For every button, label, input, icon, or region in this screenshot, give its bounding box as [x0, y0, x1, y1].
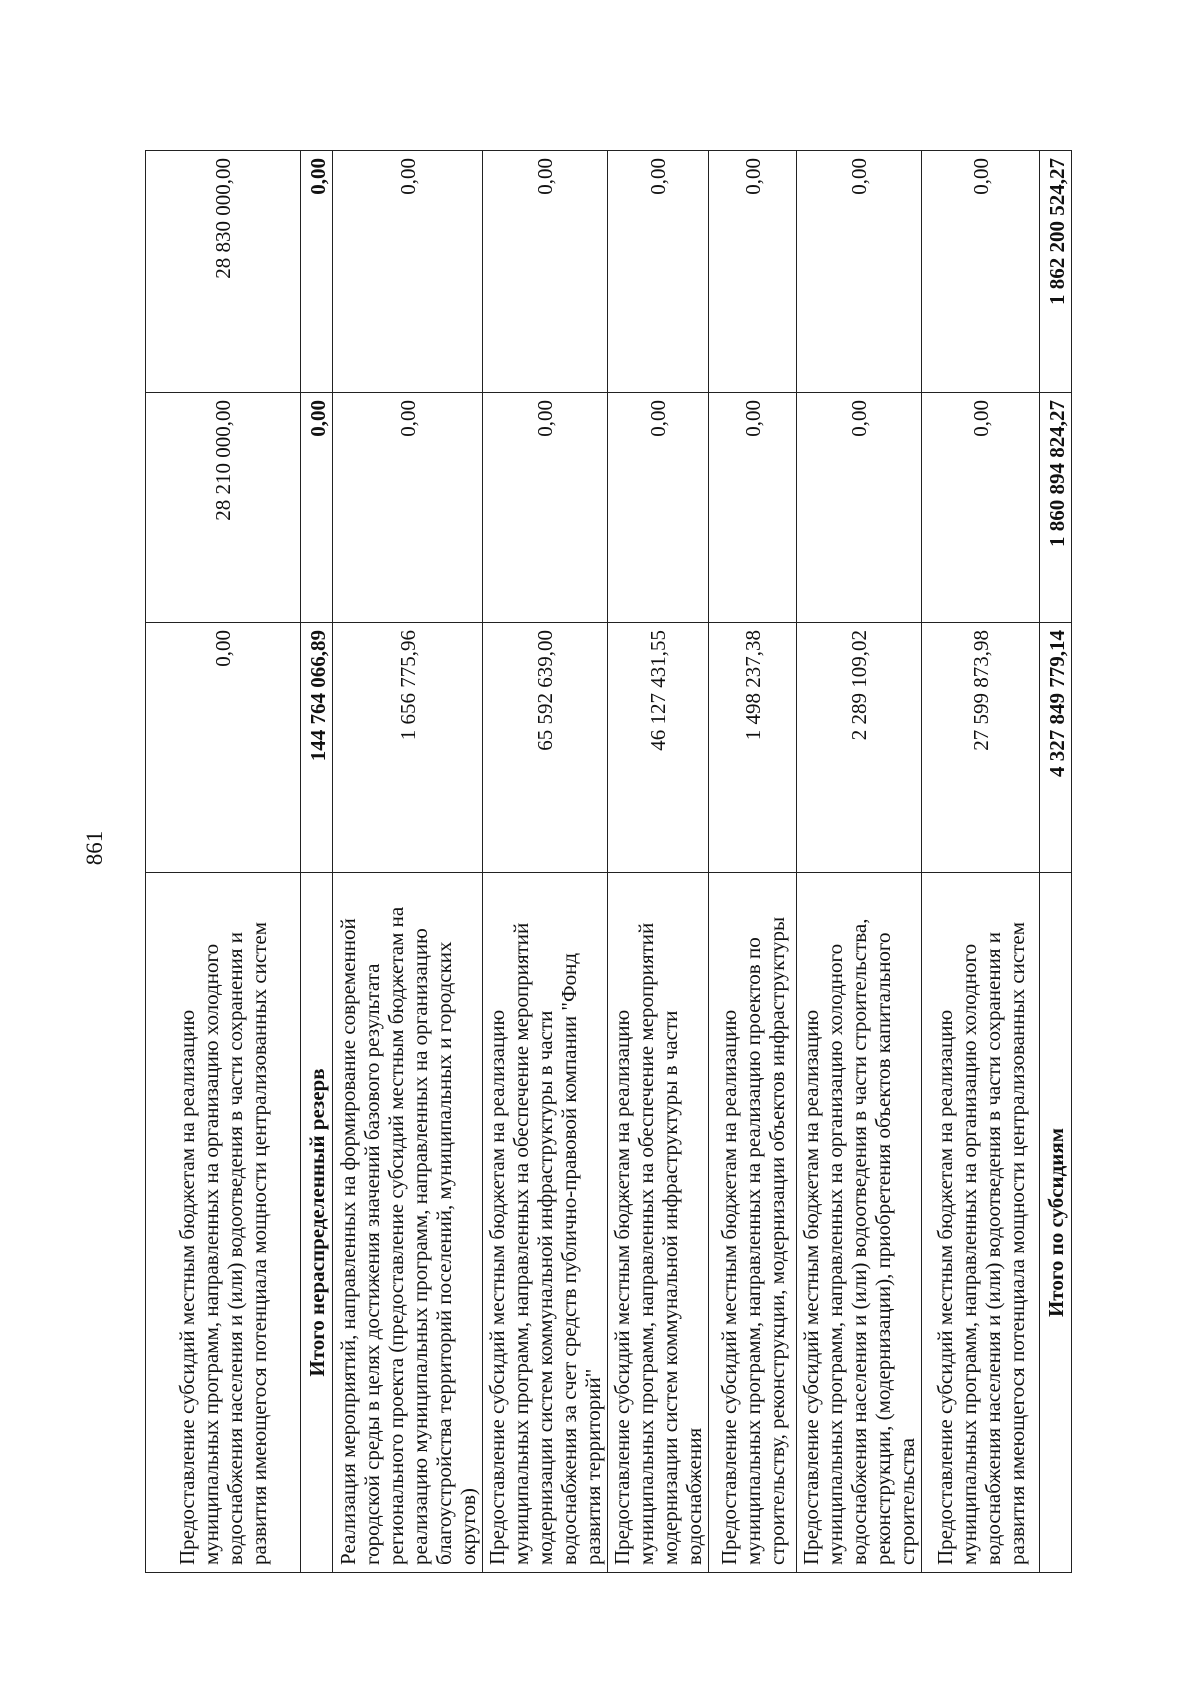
total-value-col1: 144 764 066,89	[301, 623, 333, 873]
table-row	[797, 151, 922, 1573]
table-row	[483, 151, 608, 1573]
row-value-col3: 0,00	[797, 151, 922, 393]
row-value-col3: 0,00	[483, 151, 608, 393]
row-value-col2: 0,00	[333, 393, 483, 623]
table-row	[146, 151, 301, 1573]
row-value-col3: 0,00	[608, 151, 709, 393]
row-value-col2: 28 210 000,00	[146, 393, 301, 623]
row-value-col2: 0,00	[483, 393, 608, 623]
row-value-col3: 28 830 000,00	[146, 151, 301, 393]
row-description: Предоставление субсидий местным бюджетам на реализацию муниципальных программ, направленных на реализацию проектов по строительству, реконструкции, модернизации объектов инфраструктуры	[709, 873, 797, 1573]
table-row	[608, 151, 709, 1573]
row-value-col3: 0,00	[333, 151, 483, 393]
subsidies-table	[145, 150, 1072, 1573]
row-value-col1: 65 592 639,00	[483, 623, 608, 873]
row-value-col1: 2 289 109,02	[797, 623, 922, 873]
row-value-col2: 0,00	[797, 393, 922, 623]
row-description: Реализация мероприятий, направленных на формирование современной городской среды в целях достижения значений базового результата регионального проекта (предоставление субсидий местным бюджетам на реализацию муниципальных программ, направленных на организацию благоустройства территорий поселений, муниципальных и городских округов)	[333, 873, 483, 1573]
total-value-col2: 0,00	[301, 393, 333, 623]
row-value-col1: 27 599 873,98	[922, 623, 1040, 873]
row-value-col1: 1 498 237,38	[709, 623, 797, 873]
row-value-col2: 0,00	[608, 393, 709, 623]
row-description: Предоставление субсидий местным бюджетам на реализацию муниципальных программ, направленных на обеспечение мероприятий модернизации систем коммунальной инфраструктуры в части водоснабжения за счет средств публично-правовой компании "Фонд развития территорий"	[483, 873, 608, 1573]
total-row-subsidies	[1040, 151, 1072, 1573]
row-value-col1: 1 656 775,96	[333, 623, 483, 873]
total-label: Итого нераспределенный резерв	[301, 873, 333, 1573]
row-description: Предоставление субсидий местным бюджетам на реализацию муниципальных программ, направленных на организацию холодного водоснабжения населения и (или) водоотведения в части строительства, реконструкции, (модернизации), приобретения объектов капитального строительства	[797, 873, 922, 1573]
row-description: Предоставление субсидий местным бюджетам на реализацию муниципальных программ, направленных на обеспечение мероприятий модернизации систем коммунальной инфраструктуры в части водоснабжения	[608, 873, 709, 1573]
row-description: Предоставление субсидий местным бюджетам на реализацию муниципальных программ, направленных на организацию холодного водоснабжения населения и (или) водоотведения в части сохранения и развития имеющегося потенциала мощности централизованных систем	[922, 873, 1040, 1573]
total-row-reserve	[301, 151, 333, 1573]
row-value-col1: 46 127 431,55	[608, 623, 709, 873]
total-value-col1: 4 327 849 779,14	[1040, 623, 1072, 873]
total-value-col3: 0,00	[301, 151, 333, 393]
row-value-col3: 0,00	[709, 151, 797, 393]
total-value-col2: 1 860 894 824,27	[1040, 393, 1072, 623]
total-label: Итого по субсидиям	[1040, 873, 1072, 1573]
table-row	[922, 151, 1040, 1573]
row-value-col1: 0,00	[146, 623, 301, 873]
row-value-col2: 0,00	[922, 393, 1040, 623]
table-row	[333, 151, 483, 1573]
row-description: Предоставление субсидий местным бюджетам на реализацию муниципальных программ, направленных на организацию холодного водоснабжения населения и (или) водоотведения в части сохранения и развития имеющегося потенциала мощности централизованных систем	[146, 873, 301, 1573]
table-row	[709, 151, 797, 1573]
row-value-col2: 0,00	[709, 393, 797, 623]
page-number: 861	[82, 830, 107, 866]
row-value-col3: 0,00	[922, 151, 1040, 393]
total-value-col3: 1 862 200 524,27	[1040, 151, 1072, 393]
